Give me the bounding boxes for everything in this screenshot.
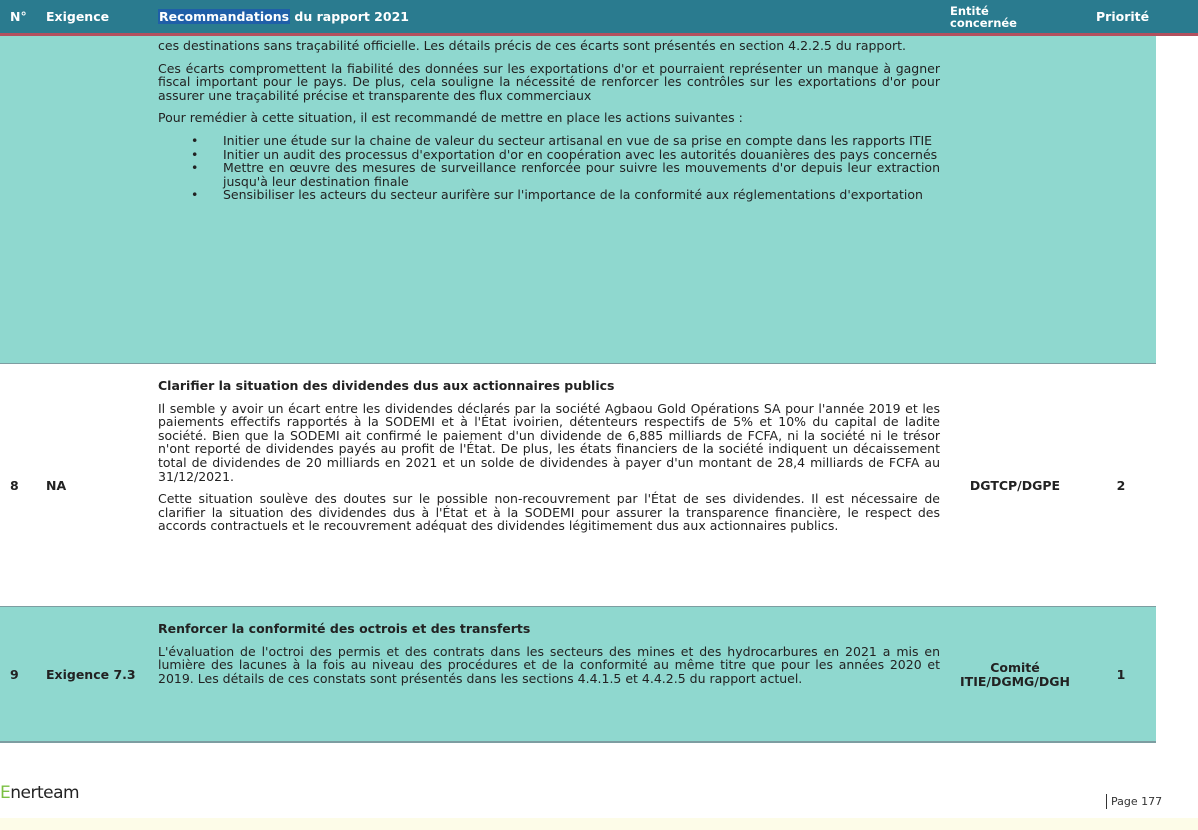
row2-exigence: NA bbox=[46, 477, 67, 493]
table-header bbox=[0, 0, 1198, 33]
enerteam-logo bbox=[0, 783, 79, 803]
page-number: Page 177 bbox=[1106, 794, 1162, 809]
row3-entite bbox=[940, 607, 1090, 742]
row1-paragraph-3: Pour remédier à cette situation, il est recommandé de mettre en place les actions suivantes : bbox=[158, 110, 743, 126]
list-item: • Sensibiliser les acteurs du secteur aurifère sur l'importance de la conformité aux réglementations d'exportation bbox=[191, 188, 940, 202]
row2-entite: DGTCP/DGPE bbox=[969, 477, 1061, 493]
logo-rest: nerteam bbox=[10, 783, 80, 803]
row3-priorite: 1 bbox=[1116, 666, 1126, 682]
row3-exigence: Exigence 7.3 bbox=[46, 666, 136, 682]
row2-number: 8 bbox=[10, 477, 19, 493]
header-entite-line2: concernée bbox=[950, 15, 1017, 30]
row3-paragraph-1: L'évaluation de l'octroi des permis et des contrats dans les secteurs des mines et des hydrocarbures en 2021 a mis en lumière des lacunes à la fois au niveau des procédures et de la conformité au même titre que pour les années 2020 et 2019. Les détails de ces constats sont présentés dans les sections 4.4.1.5 et 4.4.2.5 du rapport actuel. bbox=[158, 643, 940, 686]
recommendation-cell bbox=[158, 622, 940, 694]
header-exigence: Exigence bbox=[46, 9, 110, 24]
row-divider bbox=[0, 741, 1156, 743]
header-priorite: Priorité bbox=[1096, 9, 1150, 24]
row1-action-list bbox=[191, 134, 940, 202]
logo-initial: E bbox=[0, 783, 11, 803]
row2-paragraph-2: Cette situation soulève des doutes sur le possible non-recouvrement par l'État de ses dividendes. Il est nécessaire de clarifier la situation des dividendes dus à l'État et à la SODEMI pour assurer la transparence financière, le respect des accords contractuels et le recouvrement adéquat des dividendes légitimement dus aux actionnaires publics. bbox=[158, 491, 940, 534]
header-recommandations-highlight: Recommandations bbox=[159, 9, 290, 24]
list-item: • Mettre en œuvre des mesures de surveillance renforcée pour suivre les mouvements d'or depuis leur extraction jusqu'à leur destination finale bbox=[191, 161, 940, 188]
row3-title: Renforcer la conformité des octrois et des transferts bbox=[158, 621, 531, 636]
recommendation-cell bbox=[158, 379, 940, 542]
header-recommandations-rest: du rapport 2021 bbox=[290, 9, 409, 24]
row3-number: 9 bbox=[10, 666, 19, 682]
header-number: N° bbox=[10, 9, 27, 24]
row2-priorite: 2 bbox=[1116, 477, 1126, 493]
list-item: • Initier un audit des processus d'exportation d'or en coopération avec les autorités douanières des pays concernés bbox=[191, 148, 940, 162]
table-row bbox=[0, 36, 1156, 364]
row1-paragraph-1: ces destinations sans traçabilité officielle. Les détails précis de ces écarts sont présentés en section 4.2.2.5 du rapport. bbox=[158, 38, 907, 53]
recommendation-cell bbox=[158, 39, 940, 202]
header-recommandations bbox=[158, 0, 409, 33]
row3-entite-line2: ITIE/DGMG/DGH bbox=[960, 673, 1070, 689]
table-row bbox=[0, 607, 1156, 742]
header-entite-line1: Entité bbox=[950, 3, 989, 18]
table-row bbox=[0, 364, 1156, 607]
header-entite bbox=[950, 0, 1017, 33]
row2-paragraph-1: Il semble y avoir un écart entre les dividendes déclarés par la société Agbaou Gold Opérations SA pour l'année 2019 et les paiements effectifs rapportés à la SODEMI et à l'État ivoirien, détenteurs respectifs de 5% et 10% du capital de ladite société. Bien que la SODEMI ait confirmé le paiement d'un dividende de 6,885 milliards de FCFA, ni la société ni le trésor n'ont reporté de dividendes payés au profit de l'État. De plus, les états financiers de la société indiquent un décaissement total de dividendes de 20 milliards en 2021 et un solde de dividendes à payer d'un montant de 28,4 milliards de FCFA au 31/12/2021. bbox=[158, 400, 940, 484]
bottom-band bbox=[0, 818, 1198, 830]
row1-paragraph-2: Ces écarts compromettent la fiabilité des données sur les exportations d'or et pourraient représenter un manque à gagner fiscal important pour le pays. De plus, cela souligne la nécessité de renforcer les contrôles sur les exportations d'or pour assurer une traçabilité précise et transparente des flux commerciaux bbox=[158, 60, 940, 103]
row3-entite-line1: Comité bbox=[990, 659, 1040, 675]
row2-title: Clarifier la situation des dividendes dus aux actionnaires publics bbox=[158, 378, 615, 393]
list-item: • Initier une étude sur la chaine de valeur du secteur artisanal en vue de sa prise en compte dans les rapports ITIE bbox=[191, 134, 940, 148]
